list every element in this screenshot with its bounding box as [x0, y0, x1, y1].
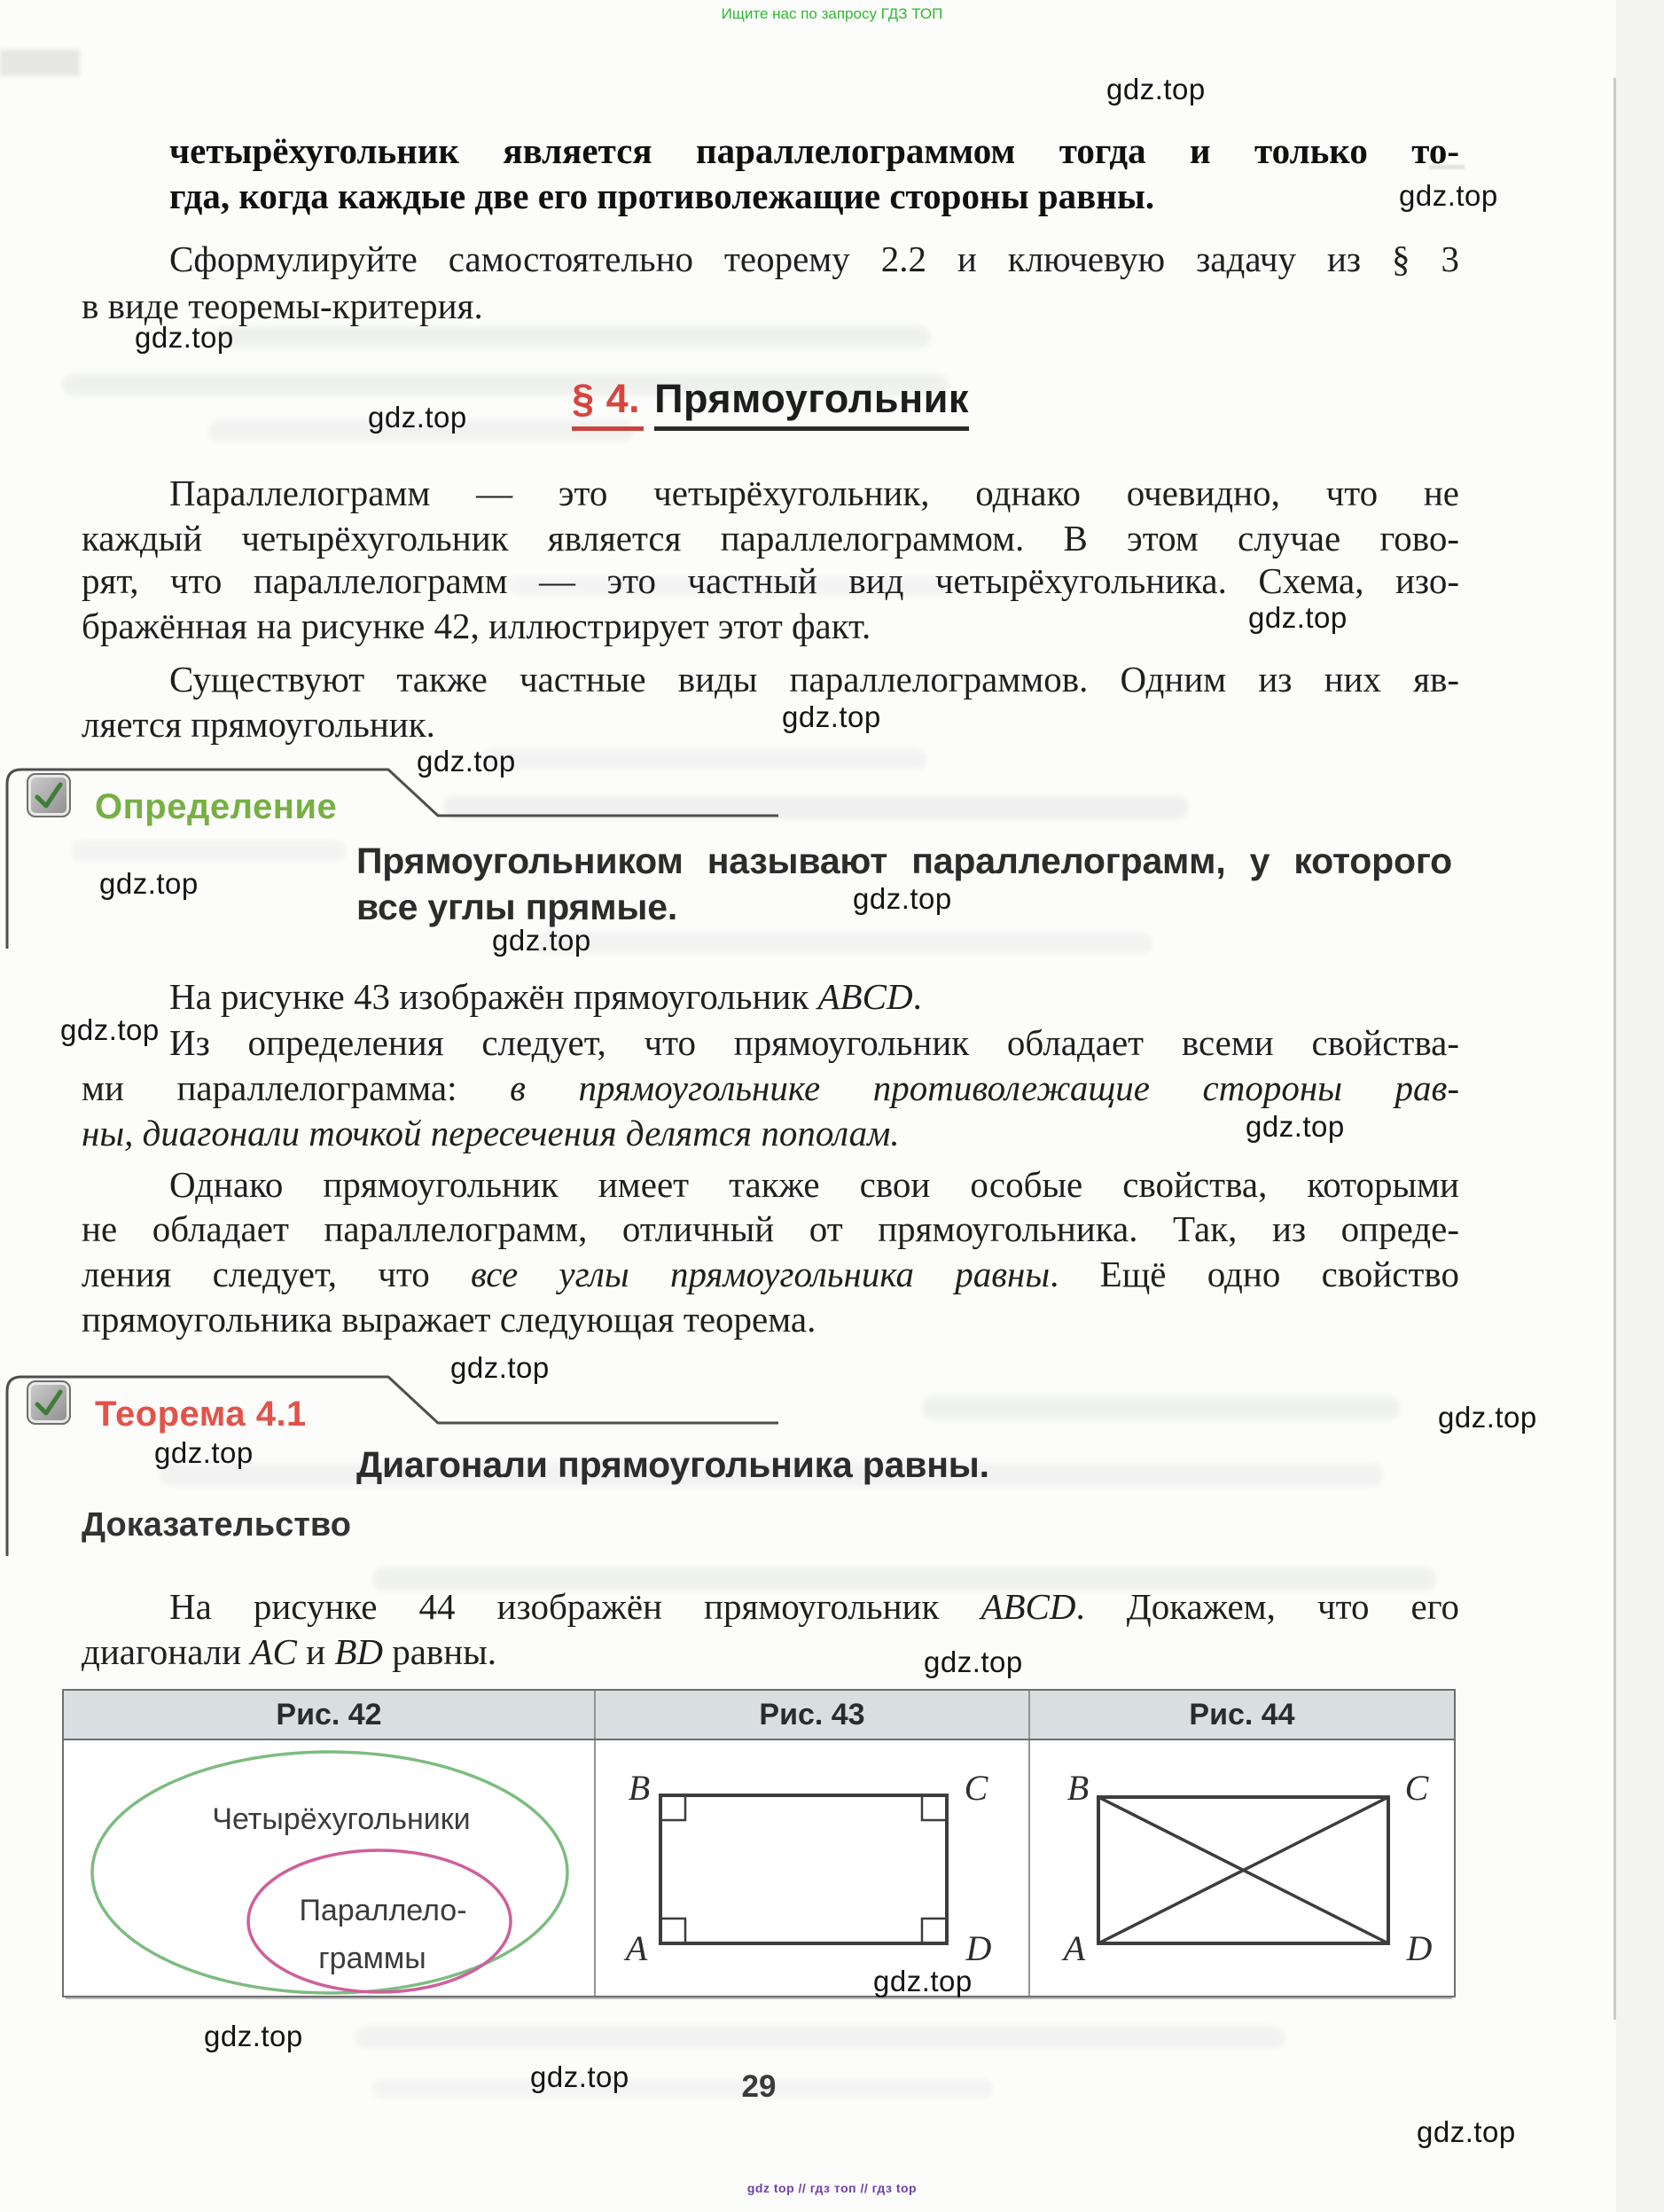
- paragraph-line: не обладает параллелограмм, отличный от прямоугольника. Так, из опреде-: [82, 1208, 1459, 1249]
- bleedthrough-artifact: [213, 326, 931, 348]
- text-fragment: На рисунке 44 изображён прямоугольник: [169, 1586, 981, 1627]
- footer-watermark-line: gdz top // гдз топ // гдз top: [746, 2181, 918, 2195]
- paragraph-line: бражённая на рисунке 42, иллюстрирует этот факт.: [82, 606, 871, 646]
- page-edge-strip: [1616, 0, 1664, 2212]
- promo-banner: Ищите нас по запросу ГДЗ ТОП: [721, 5, 943, 22]
- watermark: gdz.top: [450, 1351, 550, 1384]
- rectangle-abcd-diagonals: [1030, 1740, 1456, 1996]
- figure-table-header: [64, 1691, 1454, 1740]
- definition-statement-line: все углы прямые.: [356, 887, 678, 927]
- watermark: gdz.top: [1417, 2115, 1516, 2148]
- paragraph-line: каждый четырёхугольник является параллелограммом. В этом случае гово-: [82, 518, 1459, 559]
- text-fragment: . Ещё одно свойство: [1050, 1254, 1459, 1294]
- paragraph-line: [169, 974, 922, 1019]
- bleedthrough-artifact: [922, 1396, 1401, 1419]
- scan-smudge: [0, 50, 80, 76]
- watermark: gdz.top: [60, 1013, 160, 1046]
- figure-caption-44: Рис. 44: [1028, 1691, 1454, 1739]
- figure-caption-42: Рис. 42: [276, 1697, 382, 1731]
- figure-caption-43: Рис. 43: [594, 1691, 1028, 1739]
- watermark: gdz.top: [924, 1645, 1023, 1678]
- paragraph-line: Однако прямоугольник имеет также свои особые свойства, которыми: [169, 1164, 1459, 1205]
- venn-outer-label: Четырёхугольники: [212, 1802, 471, 1836]
- paragraph-line: ляется прямоугольник.: [82, 704, 435, 745]
- watermark: gdz.top: [530, 2060, 629, 2093]
- vertex-label-c: C: [1404, 1768, 1429, 1808]
- paragraph-line: [169, 1584, 1459, 1629]
- watermark: gdz.top: [853, 882, 952, 915]
- text-fragment: AC: [250, 1631, 297, 1672]
- watermark: gdz.top: [1246, 1110, 1345, 1143]
- checkmark-icon: [27, 1380, 71, 1425]
- definition-label: Определение: [95, 787, 338, 826]
- figure-43-cell: [594, 1740, 1028, 1996]
- watermark: gdz.top: [135, 321, 234, 354]
- text-fragment: BD: [334, 1631, 383, 1672]
- page-edge-line: [1613, 78, 1616, 2020]
- text-fragment: все углы прямоугольника равны: [471, 1254, 1051, 1294]
- text-fragment: . Докажем, что его: [1075, 1586, 1459, 1627]
- paragraph-line: в виде теоремы-критерия.: [82, 285, 483, 326]
- text-fragment: ABCD: [980, 1586, 1076, 1627]
- watermark: gdz.top: [1248, 601, 1348, 634]
- theorem-statement: Диагонали прямоугольника равны.: [356, 1444, 989, 1485]
- text-fragment: На рисунке 43 изображён прямоугольник: [169, 976, 818, 1017]
- paragraph-line: Параллелограмм — это четырёхугольник, однако очевидно, что не: [169, 473, 1459, 513]
- proof-label: Доказательство: [82, 1506, 351, 1544]
- vertex-label-d: D: [1406, 1928, 1433, 1968]
- page-number: 29: [741, 2069, 777, 2104]
- watermark: gdz.top: [1106, 73, 1206, 106]
- figure-table: [62, 1689, 1456, 1997]
- vertex-label-b: B: [1066, 1768, 1090, 1808]
- paragraph-line: [82, 1066, 1459, 1110]
- text-fragment: диагонали: [82, 1631, 251, 1672]
- watermark: gdz.top: [204, 2020, 303, 2052]
- checkmark-icon: [27, 773, 71, 817]
- vertex-label-d: D: [965, 1928, 992, 1968]
- section-heading: [82, 376, 1459, 431]
- paragraph-line: четырёхугольник является параллелограммом тогда и только то-: [169, 130, 1459, 171]
- paragraph-line: [82, 1630, 496, 1674]
- watermark: gdz.top: [873, 1965, 973, 1997]
- text-fragment: в прямоугольнике противолежащие стороны рав-: [510, 1067, 1460, 1108]
- vertex-label-a: A: [1063, 1928, 1086, 1968]
- watermark: gdz.top: [154, 1436, 254, 1469]
- watermark: gdz.top: [782, 700, 881, 733]
- section-title: Прямоугольник: [654, 376, 969, 431]
- theorem-label: Теорема 4.1: [95, 1395, 307, 1434]
- paragraph-line: [82, 1252, 1459, 1296]
- paragraph-line: Из определения следует, что прямоугольник обладает всеми свойства-: [169, 1022, 1459, 1063]
- paragraph-line: ны, диагонали точкой пересечения делятся пополам.: [82, 1113, 900, 1153]
- paragraph-line: Существуют также частные виды параллелограммов. Одним из них яв-: [169, 659, 1459, 700]
- figure-42-cell: [64, 1740, 594, 1996]
- section-number: § 4.: [572, 376, 644, 431]
- paragraph-line: прямоугольника выражает следующая теорема.: [82, 1299, 816, 1340]
- text-fragment: и: [296, 1631, 335, 1672]
- rectangle-abcd-right-angles: [596, 1740, 1028, 1996]
- paragraph-line: рят, что параллелограмм — это частный вид четырёхугольника. Схема, изо-: [82, 560, 1459, 601]
- watermark: gdz.top: [492, 924, 591, 957]
- paragraph-line: гда, когда каждые две его противолежащие стороны равны.: [169, 176, 1155, 216]
- venn-inner-label-line2: граммы: [318, 1942, 426, 1975]
- figure-44-cell: [1028, 1740, 1454, 1996]
- text-fragment: ления следует, что: [82, 1254, 472, 1294]
- text-fragment: .: [912, 976, 922, 1017]
- vertex-label-a: A: [625, 1928, 648, 1968]
- watermark: gdz.top: [1399, 179, 1498, 212]
- venn-inner-label-line1: Параллело-: [299, 1894, 467, 1927]
- text-fragment: ми параллелограмма:: [82, 1067, 511, 1108]
- watermark: gdz.top: [368, 401, 467, 434]
- watermark: gdz.top: [1438, 1401, 1537, 1434]
- watermark: gdz.top: [99, 867, 199, 900]
- vertex-label-c: C: [964, 1768, 988, 1808]
- vertex-label-b: B: [628, 1768, 651, 1808]
- venn-diagram-quadrilaterals: [64, 1740, 592, 1996]
- text-fragment: равны.: [382, 1631, 497, 1672]
- text-fragment: ABCD: [817, 976, 913, 1017]
- bleedthrough-artifact: [355, 2027, 1285, 2048]
- definition-statement-line: Прямоугольником называют параллелограмм, у которого: [356, 840, 1452, 881]
- figure-table-body: [64, 1740, 1454, 1996]
- paragraph-line: Сформулируйте самостоятельно теорему 2.2 и ключевую задачу из § 3: [169, 238, 1459, 279]
- watermark: gdz.top: [417, 745, 516, 778]
